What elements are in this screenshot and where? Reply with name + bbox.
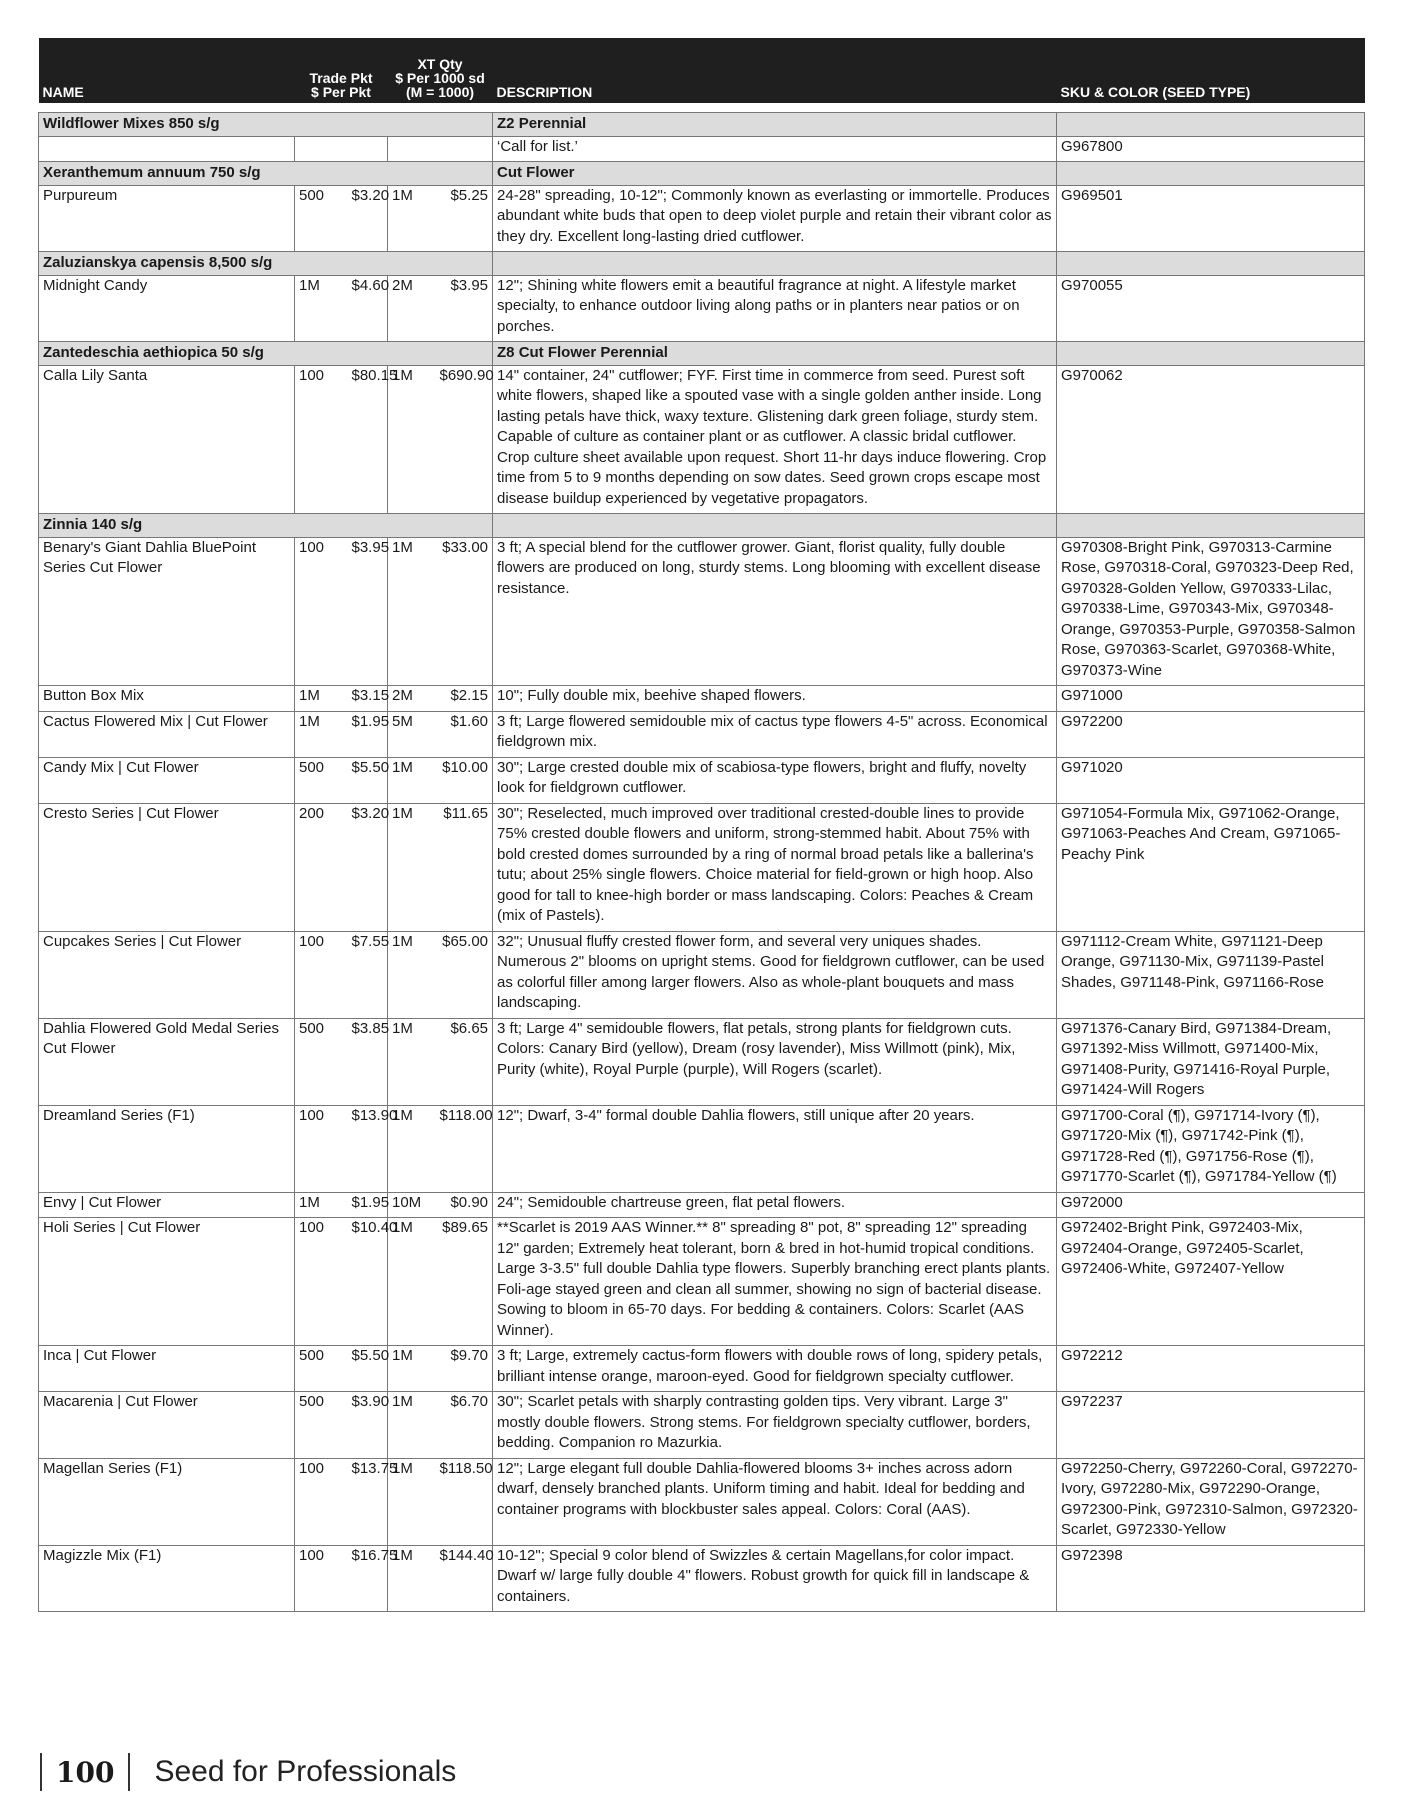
header-trade-pkt-line1: Trade Pkt (309, 70, 373, 86)
table-row (39, 711, 1365, 757)
xt-qty: 1M (388, 1392, 436, 1459)
trade-pkt-price: $3.85 (348, 1018, 388, 1105)
variety-name: Purpureum (39, 185, 295, 252)
table-row (39, 1458, 1365, 1545)
description: 30"; Scarlet petals with sharply contrasting golden tips. Very vibrant. Large 3" mostly double flowers. Strong stems. For fieldgrown specialty cutflower, borders, bedding. Companion ro Mazurkia. (493, 1392, 1057, 1459)
xt-qty: 5M (388, 711, 436, 757)
variety-name: Benary's Giant Dahlia BluePoint Series Cut Flower (39, 537, 295, 686)
header-xt-qty (388, 38, 493, 103)
header-trade-pkt (295, 38, 388, 103)
group-tag: Z2 Perennial (493, 113, 1057, 137)
trade-pkt-qty: 100 (295, 1545, 348, 1612)
sku-color: G969501 (1057, 185, 1365, 252)
variety-name: Midnight Candy (39, 275, 295, 342)
xt-price: $118.50 (436, 1458, 493, 1545)
sku-color: G972212 (1057, 1346, 1365, 1392)
xt-price: $10.00 (436, 757, 493, 803)
variety-name: Magellan Series (F1) (39, 1458, 295, 1545)
table-row (39, 803, 1365, 931)
xt-price: $6.70 (436, 1392, 493, 1459)
trade-pkt-price: $13.90 (348, 1105, 388, 1192)
trade-pkt-price: $80.15 (348, 365, 388, 514)
table-body (39, 113, 1365, 1612)
footer-divider-right (128, 1753, 130, 1791)
sku-color: G971700-Coral (¶), G971714-Ivory (¶), G971720-Mix (¶), G971742-Pink (¶), G971728-Red (¶), G971756-Rose (¶), G971770-Scarlet (¶), G971784-Yellow (¶) (1057, 1105, 1365, 1192)
table-row (39, 365, 1365, 514)
sku-color: G971376-Canary Bird, G971384-Dream, G971392-Miss Willmott, G971400-Mix, G971408-Purity, G971416-Royal Purple, G971424-Will Rogers (1057, 1018, 1365, 1105)
xt-qty: 1M (388, 931, 436, 1018)
trade-pkt-price: $13.75 (348, 1458, 388, 1545)
trade-pkt-price: $5.50 (348, 757, 388, 803)
header-name: NAME (39, 38, 295, 103)
xt-qty: 10M (388, 1192, 436, 1218)
xt-price: $1.60 (436, 711, 493, 757)
group-sku-cell (1057, 514, 1365, 538)
table-row (39, 1218, 1365, 1346)
group-tag: Cut Flower (493, 162, 1057, 186)
description: 30"; Large crested double mix of scabiosa-type flowers, bright and fluffy, novelty look for fieldgrown cutflower. (493, 757, 1057, 803)
table-row (39, 931, 1365, 1018)
description: 12"; Large elegant full double Dahlia-flowered blooms 3+ inches across adorn dwarf, densely branched plants. Uniform timing and habit. Ideal for bedding and container programs with blockbuster sales appeal. Colors: Coral (AAS). (493, 1458, 1057, 1545)
table-row (39, 1392, 1365, 1459)
group-sku-cell (1057, 342, 1365, 366)
xt-qty: 1M (388, 365, 436, 514)
trade-pkt-price: $1.95 (348, 1192, 388, 1218)
trade-pkt-qty: 1M (295, 686, 348, 712)
header-xt-line2: $ Per 1000 sd (395, 70, 485, 86)
header-sku: SKU & COLOR (SEED TYPE) (1057, 38, 1365, 103)
variety-name: Dreamland Series (F1) (39, 1105, 295, 1192)
table-row (39, 1018, 1365, 1105)
trade-pkt-qty: 1M (295, 1192, 348, 1218)
xt-qty: 1M (388, 185, 436, 252)
group-name: Wildflower Mixes 850 s/g (39, 113, 493, 137)
trade-pkt-qty: 500 (295, 1392, 348, 1459)
xt-price: $65.00 (436, 931, 493, 1018)
sku-color: G972237 (1057, 1392, 1365, 1459)
xt-price: $0.90 (436, 1192, 493, 1218)
description: 24-28" spreading, 10-12"; Commonly known as everlasting or immortelle. Produces abundant white buds that open to deep violet purple and retain their vibrant color as they dry. Excellent long-lasting dried cutflower. (493, 185, 1057, 252)
sku-color: G972000 (1057, 1192, 1365, 1218)
xt-qty: 1M (388, 537, 436, 686)
xt-price: $89.65 (436, 1218, 493, 1346)
variety-name: Candy Mix | Cut Flower (39, 757, 295, 803)
sku-color: G970062 (1057, 365, 1365, 514)
group-sku-cell (1057, 252, 1365, 276)
xt-qty (388, 136, 436, 162)
trade-pkt-price: $4.60 (348, 275, 388, 342)
sku-color: G971020 (1057, 757, 1365, 803)
page-number: 100 (56, 1755, 115, 1789)
table-row (39, 136, 1365, 162)
sku-color: G972250-Cherry, G972260-Coral, G972270-Ivory, G972280-Mix, G972290-Orange, G972300-Pink, G972310-Salmon, G972320-Scarlet, G972330-Yellow (1057, 1458, 1365, 1545)
table-row (39, 1192, 1365, 1218)
xt-qty: 1M (388, 1346, 436, 1392)
description: 12"; Shining white flowers emit a beautiful fragrance at night. A lifestyle market specialty, to enhance outdoor living along paths or in planters near patios or on porches. (493, 275, 1057, 342)
description: 10-12"; Special 9 color blend of Swizzles & certain Magellans,for color impact. Dwarf w/ large fully double 4" flowers. Robust growth for quick fill in landscape & containers. (493, 1545, 1057, 1612)
sku-color: G971112-Cream White, G971121-Deep Orange, G971130-Mix, G971139-Pastel Shades, G971148-Pink, G971166-Rose (1057, 931, 1365, 1018)
group-name: Xeranthemum annuum 750 s/g (39, 162, 493, 186)
description: 12"; Dwarf, 3-4" formal double Dahlia flowers, still unique after 20 years. (493, 1105, 1057, 1192)
group-name: Zantedeschia aethiopica 50 s/g (39, 342, 493, 366)
trade-pkt-qty: 200 (295, 803, 348, 931)
description: 10"; Fully double mix, beehive shaped flowers. (493, 686, 1057, 712)
page-footer (40, 1752, 456, 1792)
group-tag: Z8 Cut Flower Perennial (493, 342, 1057, 366)
trade-pkt-qty: 100 (295, 1458, 348, 1545)
trade-pkt-price: $3.95 (348, 537, 388, 686)
header-xt-line1: XT Qty (417, 56, 463, 72)
group-header-row (39, 514, 1365, 538)
xt-qty: 1M (388, 1018, 436, 1105)
description: 32"; Unusual fluffy crested flower form, and several very uniques shades. Numerous 2" blooms on upright stems. Good for fieldgrown cutflower, can be used as colorful filler among larger flowers. Also as whole-plant bouquets and mass landscaping. (493, 931, 1057, 1018)
variety-name: Button Box Mix (39, 686, 295, 712)
variety-name: Cresto Series | Cut Flower (39, 803, 295, 931)
xt-price: $3.95 (436, 275, 493, 342)
xt-qty: 1M (388, 1105, 436, 1192)
description: 3 ft; Large 4" semidouble flowers, flat petals, strong plants for fieldgrown cuts. Colors: Canary Bird (yellow), Dream (rosy lavender), Miss Willmott (pink), Mix, Purity (white), Royal Purple (purple), Will Rogers (scarlet). (493, 1018, 1057, 1105)
variety-name: Magizzle Mix (F1) (39, 1545, 295, 1612)
trade-pkt-qty: 500 (295, 757, 348, 803)
group-header-row (39, 252, 1365, 276)
xt-price: $144.40 (436, 1545, 493, 1612)
table-row (39, 1105, 1365, 1192)
group-sku-cell (1057, 162, 1365, 186)
table-row (39, 686, 1365, 712)
trade-pkt-qty: 100 (295, 931, 348, 1018)
description: 3 ft; A special blend for the cutflower grower. Giant, florist quality, fully double flowers are produced on long, sturdy stems. Long blooming with excellent disease resistance. (493, 537, 1057, 686)
description: 14" container, 24" cutflower; FYF. First time in commerce from seed. Purest soft white flowers, shaped like a spouted vase with a single golden anther inside. Long lasting petals have thick, waxy texture. Glistening dark green foliage, sturdy stem. Capable of culture as container plant or as cutflower. A classic bridal cutflower. Crop culture sheet available upon request. Short 11-hr days induce flowering. Crop time from 5 to 9 months depending on sow dates. Seed grown crops escape most disease buildup experienced by vegetative propagators. (493, 365, 1057, 514)
trade-pkt-price: $7.55 (348, 931, 388, 1018)
xt-qty: 1M (388, 757, 436, 803)
xt-price: $11.65 (436, 803, 493, 931)
trade-pkt-qty: 100 (295, 365, 348, 514)
table-row (39, 185, 1365, 252)
group-header-row (39, 113, 1365, 137)
variety-name: Cupcakes Series | Cut Flower (39, 931, 295, 1018)
catalog-sheet (38, 38, 1364, 1612)
xt-qty: 2M (388, 686, 436, 712)
header-row (39, 38, 1365, 103)
seed-table (38, 38, 1365, 1612)
table-row (39, 275, 1365, 342)
variety-name: Envy | Cut Flower (39, 1192, 295, 1218)
table-row (39, 1545, 1365, 1612)
description: 24"; Semidouble chartreuse green, flat petal flowers. (493, 1192, 1057, 1218)
xt-price: $5.25 (436, 185, 493, 252)
table-row (39, 537, 1365, 686)
variety-name: Cactus Flowered Mix | Cut Flower (39, 711, 295, 757)
group-header-row (39, 342, 1365, 366)
xt-qty: 1M (388, 803, 436, 931)
xt-price: $33.00 (436, 537, 493, 686)
trade-pkt-qty: 1M (295, 275, 348, 342)
group-tag (493, 252, 1057, 276)
xt-price: $9.70 (436, 1346, 493, 1392)
xt-price: $118.00 (436, 1105, 493, 1192)
header-trade-pkt-line2: $ Per Pkt (311, 84, 371, 100)
trade-pkt-qty: 1M (295, 711, 348, 757)
sku-color: G970055 (1057, 275, 1365, 342)
variety-name: Macarenia | Cut Flower (39, 1392, 295, 1459)
group-sku-cell (1057, 113, 1365, 137)
table-row (39, 1346, 1365, 1392)
xt-price (436, 136, 493, 162)
trade-pkt-qty: 500 (295, 1346, 348, 1392)
xt-qty: 1M (388, 1545, 436, 1612)
variety-name: Holi Series | Cut Flower (39, 1218, 295, 1346)
header-description: DESCRIPTION (493, 38, 1057, 103)
xt-qty: 2M (388, 275, 436, 342)
trade-pkt-price: $3.15 (348, 686, 388, 712)
group-name: Zaluzianskya capensis 8,500 s/g (39, 252, 493, 276)
sku-color: G971000 (1057, 686, 1365, 712)
trade-pkt-price: $10.40 (348, 1218, 388, 1346)
sku-color: G970308-Bright Pink, G970313-Carmine Rose, G970318-Coral, G970323-Deep Red, G970328-Golden Yellow, G970333-Lilac, G970338-Lime, G970343-Mix, G970348-Orange, G970353-Purple, G970358-Salmon Rose, G970363-Scarlet, G970368-White, G970373-Wine (1057, 537, 1365, 686)
xt-qty: 1M (388, 1218, 436, 1346)
description: 30"; Reselected, much improved over traditional crested-double lines to provide 75% crested double flowers and uniform, strong-stemmed habit. About 75% with bold crested domes surrounded by a ring of normal broad petals like a ballerina's tutu; about 25% single flowers. Choice material for field-grown or high hoop. Also good for tall to knee-high border or mass landscaping. Colors: Peaches & Cream (mix of Pastels). (493, 803, 1057, 931)
trade-pkt-qty: 100 (295, 1218, 348, 1346)
variety-name: Calla Lily Santa (39, 365, 295, 514)
variety-name (39, 136, 295, 162)
group-tag (493, 514, 1057, 538)
sku-color: G972398 (1057, 1545, 1365, 1612)
description: 3 ft; Large, extremely cactus-form flowers with double rows of long, spidery petals, brilliant intense orange, maroon-eyed. Good for fieldgrown specialty cutflower. (493, 1346, 1057, 1392)
description: **Scarlet is 2019 AAS Winner.** 8" spreading 8" pot, 8" spreading 12" spreading 12" garden; Extremely heat tolerant, born & bred in hot-humid tropical conditions. Large 3-3.5" full double Dahlia type flowers. Superbly branching erect plants plants. Foli-age stayed green and clean all summer, showing no sign of bacterial disease. Sowing to bloom in 65-70 days. For bedding & containers. Colors: Scarlet (AAS Winner). (493, 1218, 1057, 1346)
xt-price: $6.65 (436, 1018, 493, 1105)
sku-color: G972402-Bright Pink, G972403-Mix, G972404-Orange, G972405-Scarlet, G972406-White, G972407-Yellow (1057, 1218, 1365, 1346)
trade-pkt-price: $3.20 (348, 185, 388, 252)
trade-pkt-qty (295, 136, 348, 162)
variety-name: Inca | Cut Flower (39, 1346, 295, 1392)
variety-name: Dahlia Flowered Gold Medal Series Cut Flower (39, 1018, 295, 1105)
sku-color: G971054-Formula Mix, G971062-Orange, G971063-Peaches And Cream, G971065-Peachy Pink (1057, 803, 1365, 931)
xt-qty: 1M (388, 1458, 436, 1545)
sku-color: G967800 (1057, 136, 1365, 162)
sku-color: G972200 (1057, 711, 1365, 757)
header-xt-line3: (M = 1000) (405, 84, 475, 100)
table-row (39, 757, 1365, 803)
description: ‘Call for list.’ (493, 136, 1057, 162)
group-name: Zinnia 140 s/g (39, 514, 493, 538)
trade-pkt-qty: 100 (295, 1105, 348, 1192)
xt-price: $690.90 (436, 365, 493, 514)
catalog-title: Seed for Professionals (154, 1755, 457, 1788)
trade-pkt-price: $3.90 (348, 1392, 388, 1459)
trade-pkt-price (348, 136, 388, 162)
trade-pkt-price: $3.20 (348, 803, 388, 931)
trade-pkt-qty: 100 (295, 537, 348, 686)
trade-pkt-qty: 500 (295, 1018, 348, 1105)
group-header-row (39, 162, 1365, 186)
xt-price: $2.15 (436, 686, 493, 712)
trade-pkt-qty: 500 (295, 185, 348, 252)
trade-pkt-price: $5.50 (348, 1346, 388, 1392)
description: 3 ft; Large flowered semidouble mix of cactus type flowers 4-5" across. Economical fieldgrown mix. (493, 711, 1057, 757)
trade-pkt-price: $1.95 (348, 711, 388, 757)
trade-pkt-price: $16.75 (348, 1545, 388, 1612)
